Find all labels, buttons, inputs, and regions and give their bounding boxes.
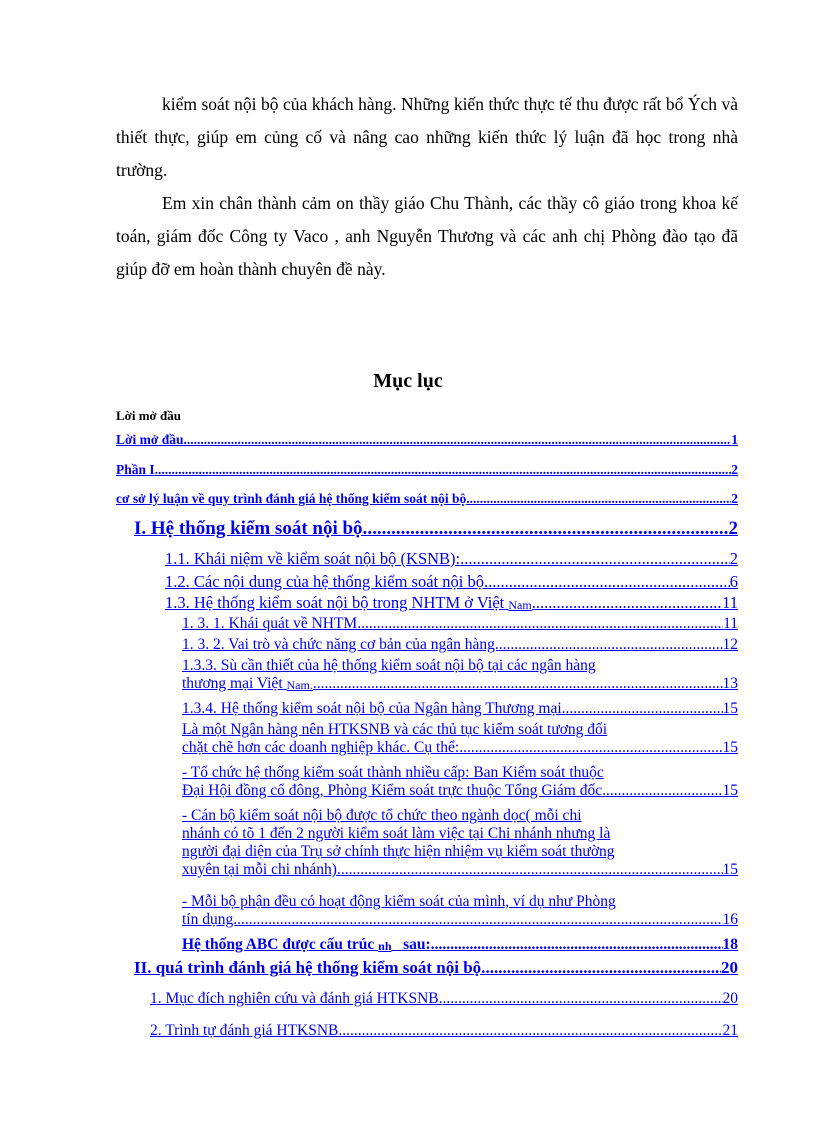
toc-entry-text: cơ sở lý luận về quy trình đánh giá hệ thống kiểm soát nội bộ (116, 491, 467, 506)
toc-entry-page: 15 (722, 782, 738, 799)
toc-entry-intro[interactable] (116, 432, 738, 448)
toc-entry-page: 21 (722, 1022, 738, 1039)
toc-entry-line[interactable] (182, 911, 738, 929)
toc-entry-text: II. quá trình đánh giá hệ thống kiểm soát nội bộ. (134, 958, 486, 977)
toc-entry-ii-1[interactable] (150, 990, 738, 1008)
toc-entry-page: 11 (723, 615, 738, 632)
toc-entry-text: 1.3.4. Hệ thống kiểm soát nội bộ của Ngân hàng Thương mại. (182, 700, 566, 717)
toc-entry-text: chặt chẽ hơn các doanh nghiệp khác. Cụ thể: (182, 739, 460, 756)
toc-entry-page: 16 (722, 911, 738, 928)
toc-entry-page: 2 (729, 549, 738, 568)
toc-entry-page: 20 (721, 958, 738, 977)
toc-entry-line[interactable] (182, 764, 738, 782)
toc-entry-section-i[interactable] (134, 518, 738, 540)
toc-entry-page: 15 (722, 700, 738, 717)
toc-entry-text: tín dụng. (182, 911, 238, 928)
toc-entry-text: 1. 3. 1. Khái quát về NHTM. (182, 615, 362, 632)
intro-paragraph-1: kiểm soát nội bộ của khách hàng. Những kiến thức thực tế thu được rất bổ Ých và thiết thực, giúp em củng cố và nâng cao những kiến thức lý luận đã học trong nhà trường. (116, 94, 738, 180)
toc-entry-text: Đại Hội đồng cổ đông, Phòng Kiểm soát trực thuộc Tổng Giám đốc (182, 782, 603, 799)
toc-entry-text: 1.3. Hệ thống kiểm soát nội bộ trong NHTM ở Việt (165, 593, 505, 612)
toc-entry-page: 15 (722, 739, 738, 756)
toc-entry-page: 13 (722, 675, 738, 692)
toc-entry-each-dept[interactable] (182, 893, 738, 929)
toc-entry-text: - Mỗi bộ phận đều có hoạt động kiểm soát của mình, ví dụ như Phòng (182, 893, 616, 910)
toc-entry-text: Hệ thống ABC được cấu trúc (182, 936, 375, 953)
toc-entry-1-1[interactable] (165, 549, 738, 569)
toc-entry-text: Phần I (116, 462, 155, 477)
toc-entry-vertical-org[interactable] (182, 807, 738, 879)
toc-entry-text: I. Hệ thống kiểm soát nội bộ. (134, 518, 368, 539)
toc-entry-text: thương mại Việt (182, 675, 283, 692)
intro-paragraph-2: Em xin chân thành cảm on thầy giáo Chu Thành, các thầy cô giáo trong khoa kế toán, giám đốc Công ty Vaco , anh Nguyễn Thương và các anh chị Phòng đào tạo đã giúp đỡ em hoàn thành chuyên đề này. (116, 193, 738, 279)
toc-entry-1-3[interactable] (165, 593, 738, 613)
toc-entry-part-1[interactable] (116, 462, 738, 478)
toc-entry-line[interactable] (182, 861, 738, 879)
toc-entry-page: 2 (731, 491, 738, 506)
toc-entry-text-tail: nh (378, 939, 392, 953)
toc-entry-line[interactable] (182, 721, 738, 739)
toc-entry-text: nhánh có tõ 1 đến 2 người kiểm soát làm việc tại Chi nhánh nhưng là (182, 825, 611, 842)
toc-entry-line[interactable] (182, 739, 738, 757)
toc-entry-line[interactable] (182, 675, 738, 693)
toc-entry-text: 1.1. Khái niệm về kiểm soát nội bộ (KSNB): (165, 549, 461, 568)
toc-entry-page: 18 (722, 936, 738, 953)
toc-entry-line[interactable] (182, 782, 738, 800)
toc-entry-1-3-2[interactable] (182, 636, 738, 654)
toc-entry-1-2[interactable] (165, 572, 738, 592)
toc-entry-page: 6 (729, 572, 738, 591)
toc-entry-bank-strict[interactable] (182, 721, 738, 757)
toc-entry-line[interactable] (182, 657, 738, 675)
toc-entry-text: 2. Trình tự đánh giá HTKSNB. (150, 1022, 343, 1039)
toc-entry-text: xuyên tại mỗi chi nhánh). (182, 861, 341, 878)
toc-entry-page: 1 (731, 432, 738, 447)
toc-entry-page: 2 (728, 518, 738, 539)
toc-entry-text-tail: Nam. (286, 678, 313, 692)
toc-entry-text: 1. 3. 2. Vai trò và chức năng cơ bản của ngân hàng. (182, 636, 499, 653)
toc-entry-section-ii[interactable] (134, 958, 738, 978)
toc-entry-multi-level[interactable] (182, 764, 738, 800)
toc-title: Mục lục (373, 370, 443, 392)
toc-entry-1-3-1[interactable] (182, 615, 738, 633)
toc-entry-1-3-4[interactable] (182, 700, 738, 718)
toc-entry-1-3-3[interactable] (182, 657, 738, 693)
toc-entry-abc-structure[interactable] (182, 936, 738, 954)
toc-entry-text: 1.2. Các nội dung của hệ thống kiểm soát nội bộ. (165, 572, 489, 591)
toc-entry-line[interactable] (182, 843, 738, 861)
toc-entry-page: 15 (722, 861, 738, 878)
toc-entry-ii-2[interactable] (150, 1022, 738, 1040)
toc-entry-text: 1. Mục đích nghiên cứu và đánh giá HTKSNB. (150, 990, 443, 1007)
toc-entry-page: 2 (731, 462, 738, 477)
toc-entry-text: - Cán bộ kiểm soát nội bộ được tổ chức theo ngành dọc( mỗi chi (182, 807, 582, 824)
toc-entry-text: - Tổ chức hệ thống kiểm soát thành nhiều cấp: Ban Kiểm soát thuộc (182, 764, 604, 781)
toc-entry-text: 1.3.3. Sù cần thiết của hệ thống kiểm soát nội bộ tại các ngân hàng (182, 657, 596, 674)
toc-label: Lời mở đầu (116, 408, 181, 423)
toc-entry-text: người đại diện của Trụ sở chính thực hiện nhiệm vụ kiểm soát thường (182, 843, 615, 860)
toc-entry-text-tail: Nam (508, 598, 532, 612)
toc-entry-page: 11 (722, 593, 738, 612)
toc-entry-text: Là một Ngân hàng nên HTKSNB và các thủ tục kiểm soát tương đối (182, 721, 608, 738)
toc-entry-line[interactable] (182, 807, 738, 825)
toc-entry-theory-basis[interactable] (116, 491, 738, 507)
toc-entry-line[interactable] (182, 893, 738, 911)
toc-entry-page: 12 (722, 636, 738, 653)
toc-entry-line[interactable] (182, 825, 738, 843)
toc-entry-text: sau: (403, 936, 431, 953)
toc-entry-text: Lời mở đầu (116, 432, 184, 447)
toc-entry-page: 20 (722, 990, 738, 1007)
